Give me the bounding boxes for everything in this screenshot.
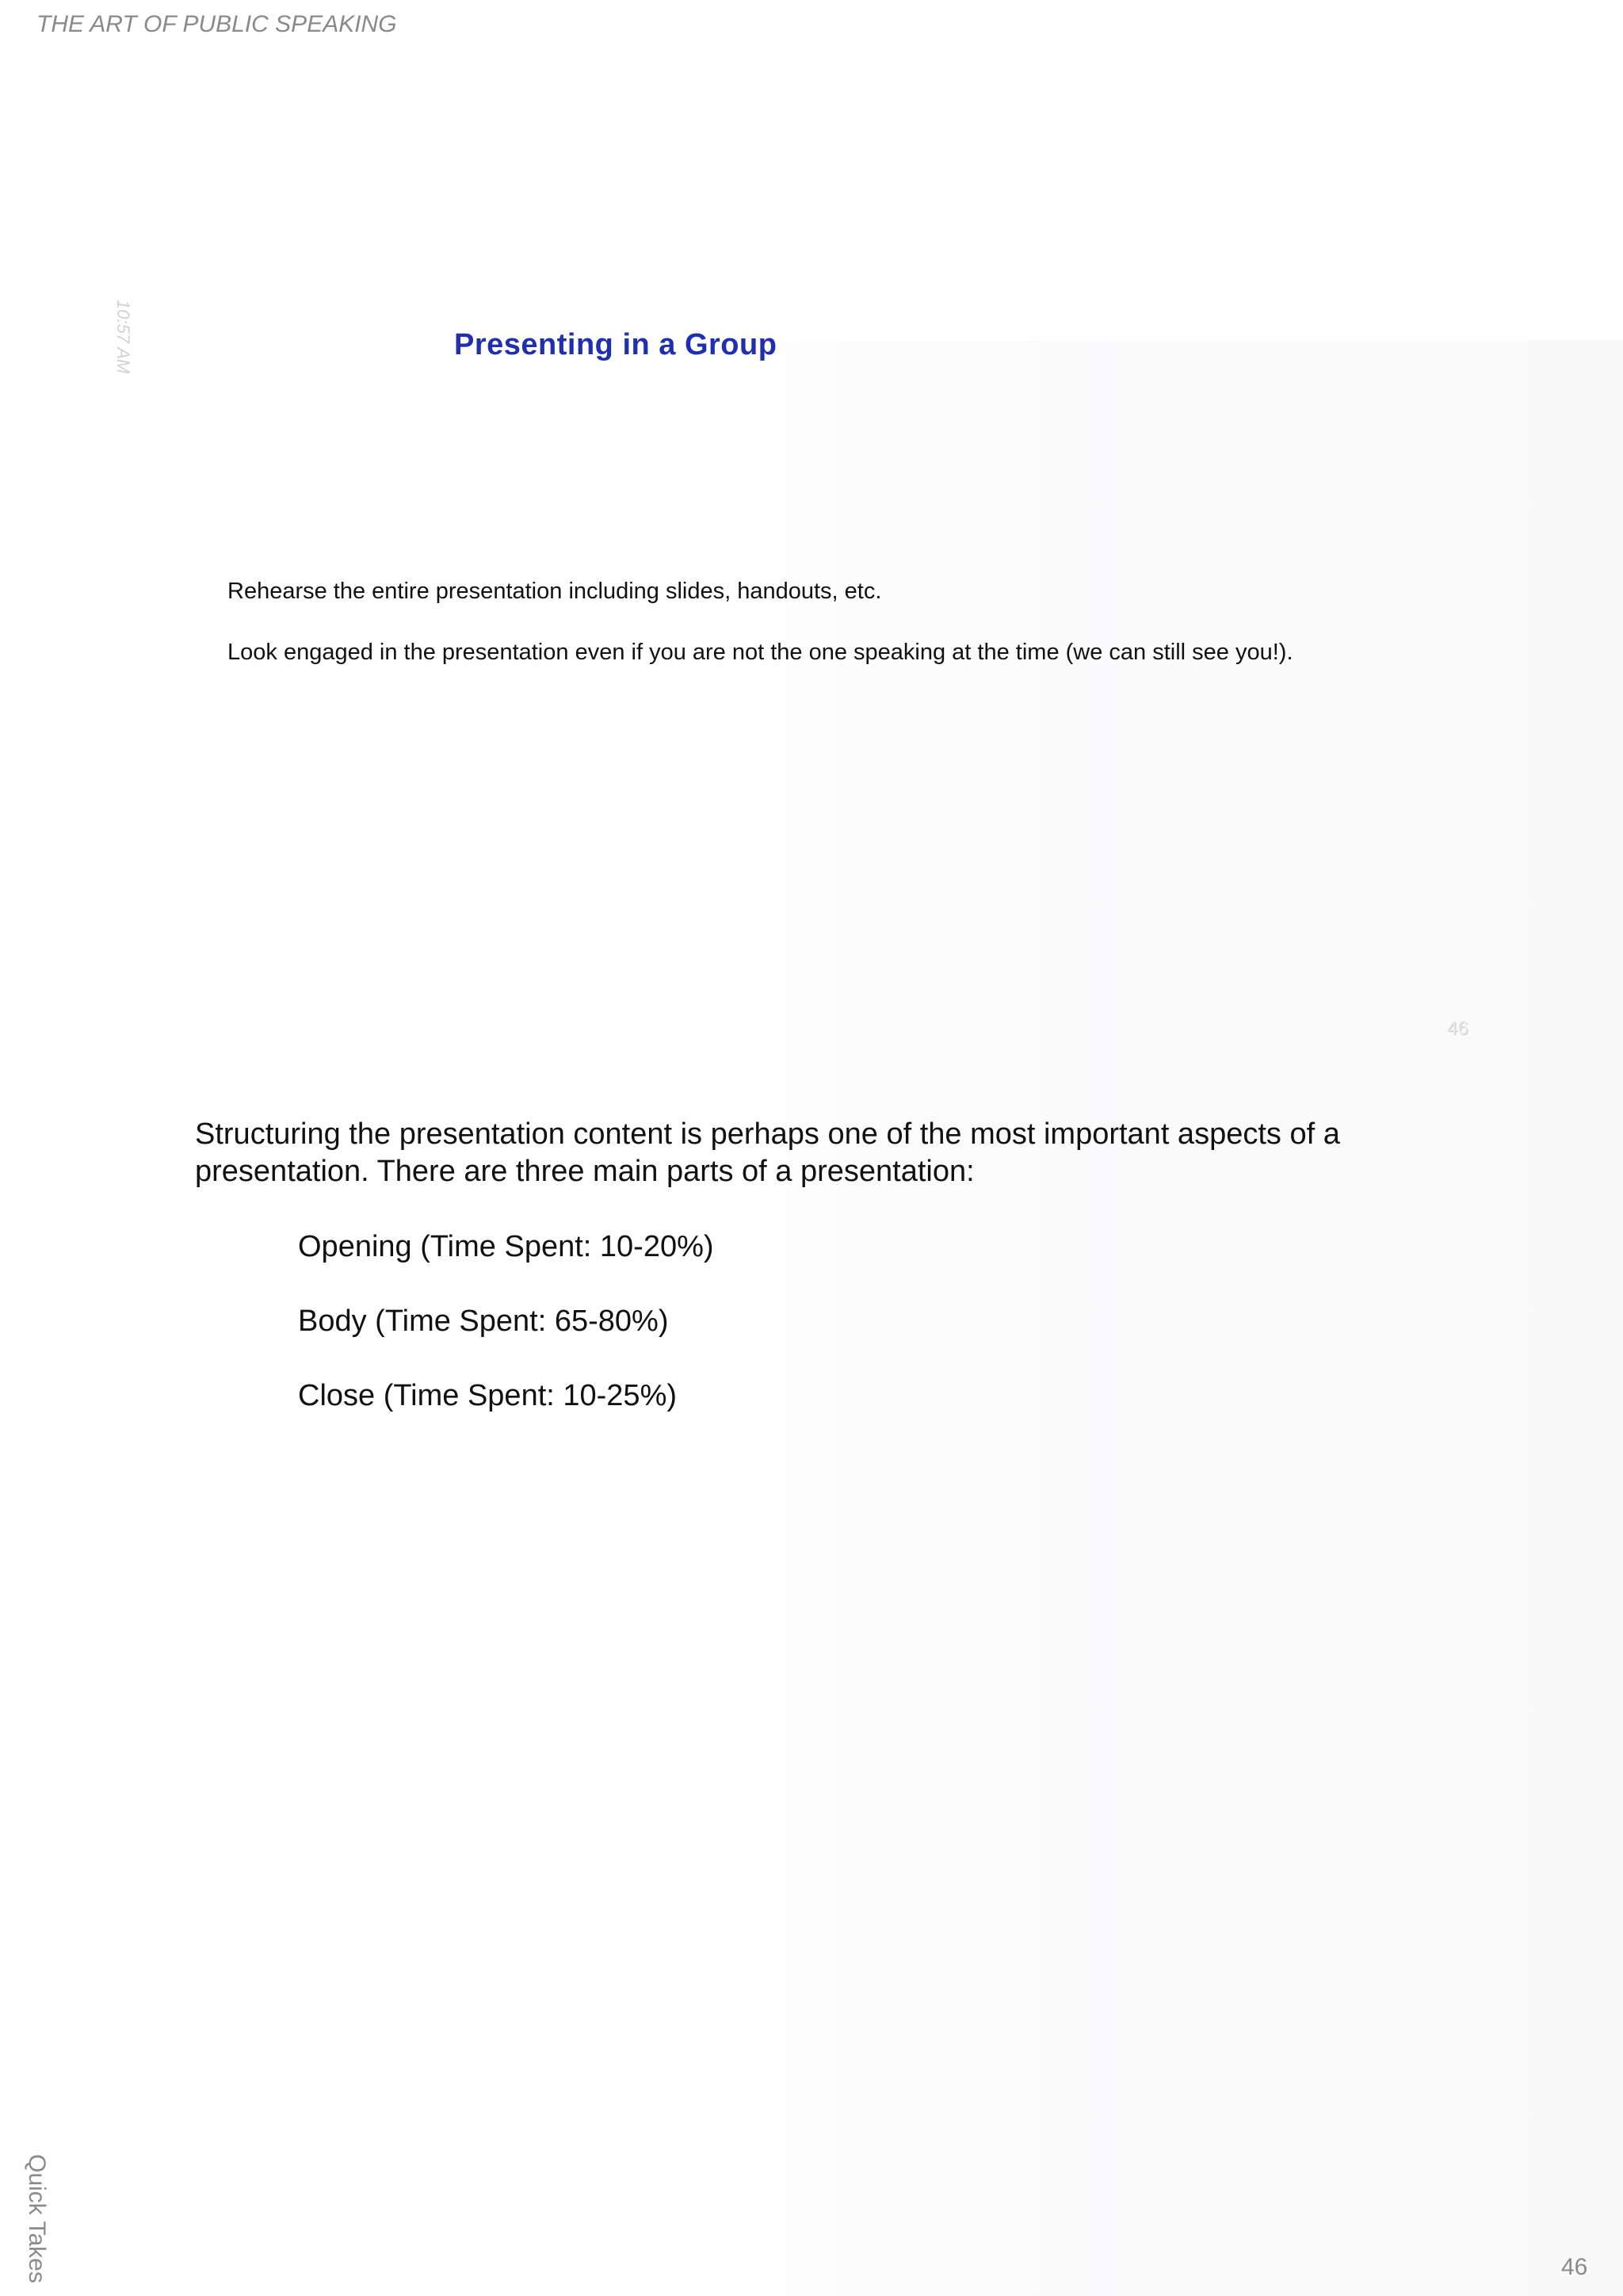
page-number: 46 [1561, 2254, 1588, 2280]
side-section-label: Quick Takes [24, 2154, 50, 2283]
presentation-part-item: Opening (Time Spent: 10-20%) [298, 1230, 714, 1263]
running-header: THE ART OF PUBLIC SPEAKING [36, 11, 397, 37]
slide-bullet: Look engaged in the presentation even if you are not the one speaking at the time (we can still see you!). [227, 640, 1293, 665]
presentation-part-item: Body (Time Spent: 65-80%) [298, 1305, 669, 1338]
slide-bullet: Rehearse the entire presentation including slides, handouts, etc. [227, 579, 882, 604]
slide-number: 46 [1447, 1018, 1468, 1039]
slide-time-stamp: 10:57 AM [113, 300, 133, 374]
slide-bullet-list [227, 575, 1337, 697]
presentation-part-item: Close (Time Spent: 10-25%) [298, 1379, 678, 1412]
notes-intro-paragraph: Structuring the presentation content is perhaps one of the most important aspects of a presentation. There are three main parts of a presentation: [195, 1117, 1340, 1188]
presentation-parts-list [298, 1228, 714, 1452]
slide-title: Presenting in a Group [454, 328, 777, 361]
